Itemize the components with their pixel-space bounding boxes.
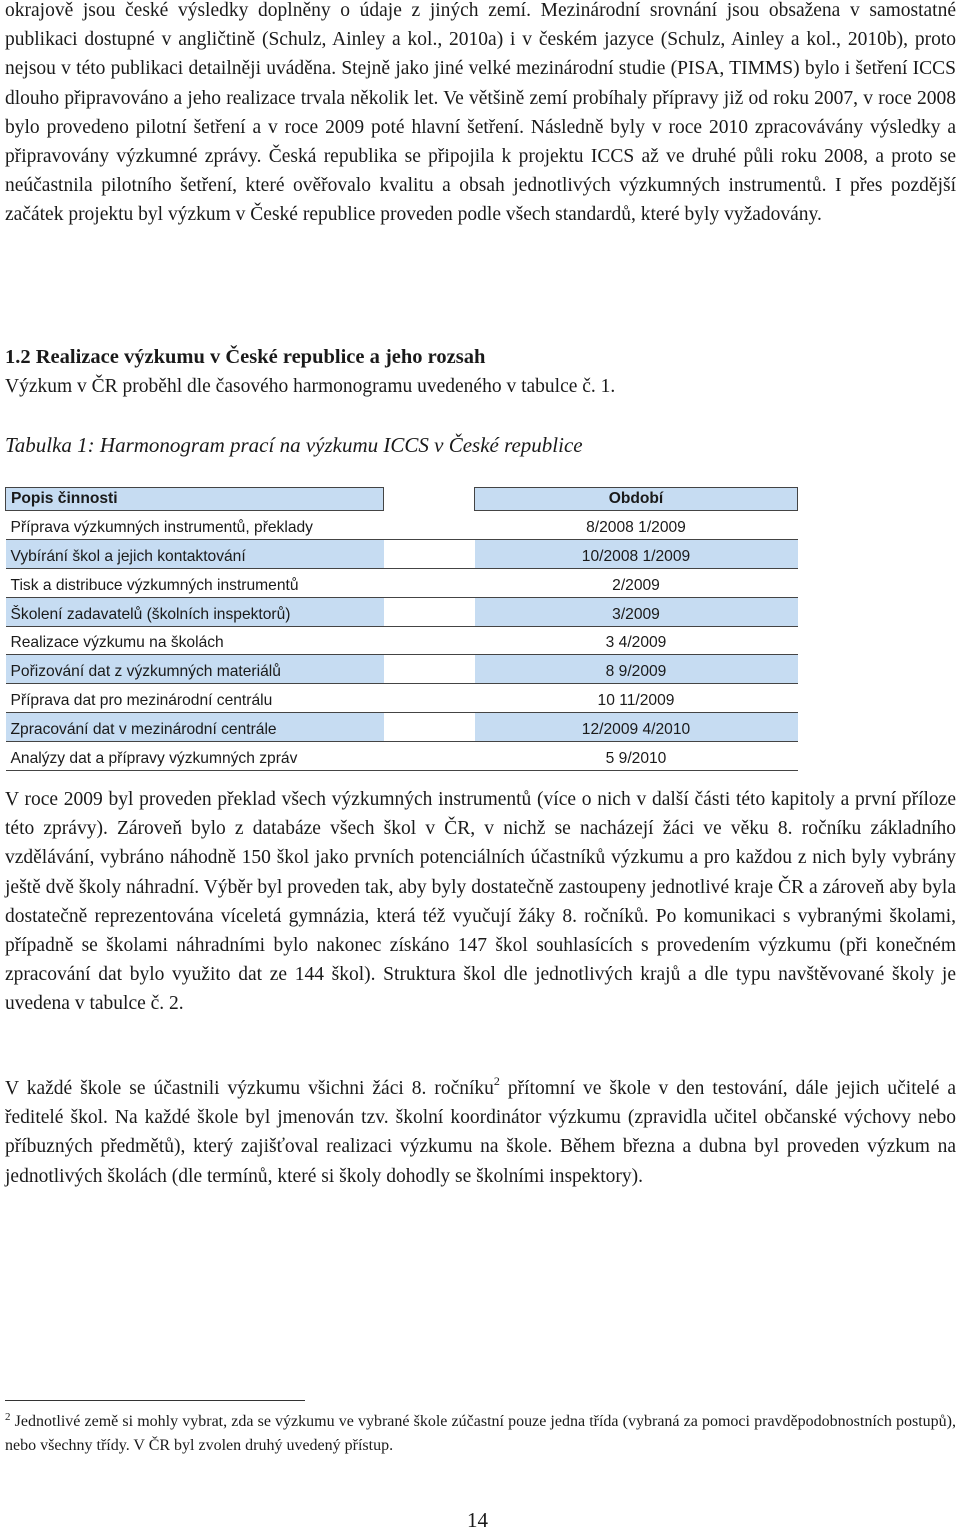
participants-text-before: V každé škole se účastnili výzkumu všichni žáci 8. ročníku: [5, 1078, 494, 1099]
section-heading: 1.2 Realizace výzkumu v České republice a jeho rozsah: [5, 346, 486, 368]
table-cell-period: 10 11/2009: [475, 684, 798, 713]
table-cell-period: 3/2009: [475, 597, 798, 626]
footnote-divider: [5, 1400, 305, 1401]
table-cell-period: 3 4/2009: [475, 626, 798, 655]
table-cell-period: 8/2008 1/2009: [475, 511, 798, 540]
participants-text-after: přítomní ve škole v den testování, dále jejich učitelé a ředitelé škol. Na každé škole byl jmenován tzv. školní koordinátor výzkumu (zpravidla učitel občanské výchovy nebo příbuzných předmětů), který zajišťoval realizaci výzkumu na škole. Během března a dubna byl proveden výzkum na jednotlivých školách (dle termínů, které si školy dohodly se školními inspektory).: [5, 1078, 956, 1187]
table-row: [6, 597, 798, 626]
table-row: [6, 626, 798, 655]
table-header-row: [6, 488, 798, 511]
schedule-table: [5, 487, 798, 771]
table-cell-period: 2/2009: [475, 568, 798, 597]
footnote-number: 2: [5, 1411, 11, 1423]
table-row: [6, 684, 798, 713]
table-cell-activity: Školení zadavatelů (školních inspektorů): [6, 597, 384, 626]
table-cell-activity: Pořizování dat z výzkumných materiálů: [6, 655, 384, 684]
table-cell-activity: Tisk a distribuce výzkumných instrumentů: [6, 568, 384, 597]
table-caption: Tabulka 1: Harmonogram prací na výzkumu ICCS v České republice: [5, 433, 583, 457]
table-cell-activity: Realizace výzkumu na školách: [6, 626, 384, 655]
footnote-ref[interactable]: 2: [493, 1074, 500, 1088]
table-header-activity: Popis činnosti: [6, 488, 384, 511]
table-cell-activity: Příprava výzkumných instrumentů, překlady: [6, 511, 384, 540]
table-cell-period: 12/2009 4/2010: [475, 713, 798, 742]
table-row: [6, 713, 798, 742]
table-cell-activity: Příprava dat pro mezinárodní centrálu: [6, 684, 384, 713]
page-number: 14: [467, 1508, 488, 1532]
table-cell-activity: Analýzy dat a přípravy výzkumných zpráv: [6, 742, 384, 771]
table-cell-period: 5 9/2010: [475, 742, 798, 771]
sampling-paragraph: V roce 2009 byl proveden překlad všech výzkumných instrumentů (více o nich v další části této kapitoly a první příloze této zprávy). Zároveň bylo z databáze všech škol v ČR, v nichž se nacházejí žáci ve věku 8. ročníku základního vzdělávání, vybráno náhodně 150 škol jako prvních potenciálních účastníků výzkumu a pro každou z nich byly vybrány ještě dvě školy náhradní. Výběr byl proveden tak, aby byly dostatečně zastoupeny jednotlivé kraje ČR a zároveň aby byla dostatečně reprezentována víceletá gymnázia, která též vyučují žáky 8. ročníků. Po komunikaci s vybranými školami, případně se školami náhradními bylo nakonec získáno 147 škol souhlasících s provedením výzkumu (při konečném zpracování dat bylo využito dat ze 144 škol). Struktura škol dle jednotlivých krajů a dle typu navštěvované školy je uvedena v tabulce č. 2.: [5, 789, 956, 1015]
table-cell-period: 10/2008 1/2009: [475, 539, 798, 568]
footnote: [5, 1410, 956, 1458]
table-row: [6, 742, 798, 771]
table-cell-activity: Vybírání škol a jejich kontaktování: [6, 539, 384, 568]
table-row: [6, 511, 798, 540]
table-cell-period: 8 9/2009: [475, 655, 798, 684]
footnote-text: Jednotlivé země si mohly vybrat, zda se výzkumu ve vybrané škole zúčastní pouze jedna třída (vybraná za pomoci pravděpodobnostních postupů), nebo všechny třídy. V ČR byl zvolen druhý uvedený přístup.: [5, 1413, 956, 1454]
table-row: [6, 568, 798, 597]
section-lead: Výzkum v ČR proběhl dle časového harmonogramu uvedeného v tabulce č. 1.: [5, 376, 616, 397]
intro-paragraph: okrajově jsou české výsledky doplněny o údaje z jiných zemí. Mezinárodní srovnání jsou obsažena v samostatné publikaci dostupné v angličtině (Schulz, Ainley a kol., 2010a) i v českém jazyce (Schulz, Ainley a kol., 2010b), proto nejsou v této publikaci detailněji uváděna. Stejně jako jiné velké mezinárodní studie (PISA, TIMMS) bylo i šetření ICCS dlouho připravováno a jeho realizace trvala několik let. Ve většině zemí probíhaly přípravy již od roku 2007, v roce 2008 bylo provedeno pilotní šetření a v roce 2009 poté hlavní šetření. Následně byly v roce 2010 zpracovávány výsledky a připravovány výzkumné zprávy. Česká republika se připojila k projektu ICCS až ve druhé půli roku 2008, a proto se neúčastnila pilotního šetření, které ověřovalo kvalitu a obsah jednotlivých výzkumných instrumentů. I přes pozdější začátek projektu byl výzkum v České republice proveden podle všech standardů, které byly vyžadovány.: [5, 0, 956, 226]
table-row: [6, 655, 798, 684]
participants-paragraph: [5, 1074, 956, 1191]
table-header-period: Období: [475, 488, 798, 511]
table-cell-activity: Zpracování dat v mezinárodní centrále: [6, 713, 384, 742]
table-row: [6, 539, 798, 568]
